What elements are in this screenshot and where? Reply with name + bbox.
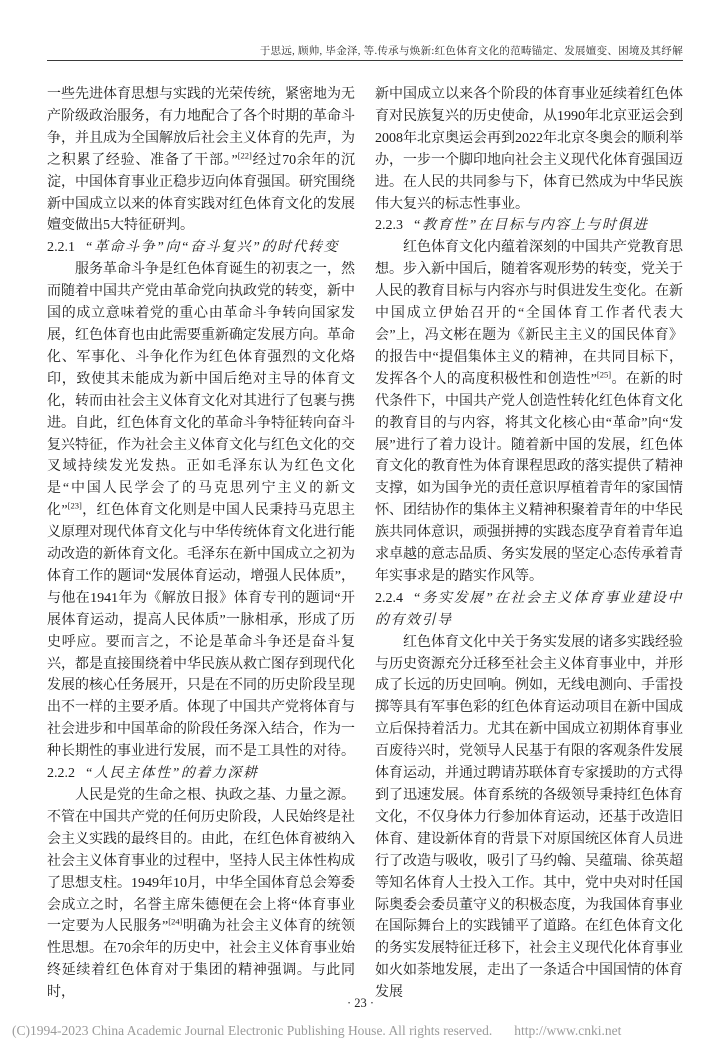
section-number: 2.2.3 (375, 218, 403, 234)
right-column (375, 84, 683, 1004)
reference-superscript: [24] (168, 916, 183, 927)
reference-superscript: [22] (237, 150, 252, 161)
reference-superscript: [23] (67, 500, 82, 511)
section-heading (47, 237, 355, 259)
section-number: 2.2.2 (47, 766, 75, 782)
section-number: 2.2.1 (47, 240, 75, 256)
section-number: 2.2.4 (375, 590, 403, 606)
section-title: “务实发展”在社会主义体育事业建设中的有效引导 (375, 590, 683, 628)
copyright-line (12, 1023, 712, 1039)
section-title: “人民主体性”的着力深耕 (84, 766, 259, 782)
left-column (47, 84, 355, 1004)
section-heading (375, 588, 683, 632)
cnki-url: http://www.cnki.net (514, 1023, 622, 1038)
body-paragraph: 新中国成立以来各个阶段的体育事业延续着红色体育对民族复兴的历史使命，从1990年北京亚运会到2008年北京奥运会再到2022年北京冬奥会的顺利举办，一步一个脚印地向社会主义现代化体育强国迈进。在人民的共同参与下，体育已然成为中华民族伟大复兴的标志性事业。 (375, 87, 683, 212)
two-column-body (47, 84, 683, 1004)
reference-superscript: [25] (596, 369, 612, 380)
copyright-text: (C)1994-2023 China Academic Journal Electronic Publishing House. All rights reserved. (12, 1023, 493, 1038)
body-paragraph: 服务革命斗争是红色体育诞生的初衷之一，然而随着中国共产党由革命党向执政党的转变，新中国的成立意味着党的重心由革命斗争转向国家发展，红色体育也由此需要重新确定发展方向。革命化、军事化、斗争化作为红色体育强烈的文化烙印，致使其未能成为新中国后绝对主导的体育文化，转而由社会主义体育文化对其进行了包裹与携进。自此，红色体育文化的革命斗争特征转向奋斗复兴特征，作为社会主义体育文化与红色文化的交叉域持续发光发热。正如毛泽东认为红色文化是“中国人民学会了的马克思列宁主义的新文化”[23]，红色体育文化则是中国人民秉持马克思主义原理对现代体育文化与中华传统体育文化进行能动改造的新体育文化。毛泽东在新中国成立之初为体育工作的题词“发展体育运动，增强人民体质”，与他在1941年为《解放日报》体育专刊的题词“开展体育运动，提高人民体质”一脉相承，形成了历史呼应。要而言之，不论是革命斗争还是奋斗复兴，都是直接围绕着中华民族从救亡图存到现代化发展的核心任务展开，只是在不同的历史阶段呈现出不一样的主要矛盾。体现了中国共产党将体育与社会进步和中国革命的阶段任务深入结合，作为一种长期性的事业进行发展，而不是工具性的对待。 (47, 262, 356, 760)
body-paragraph: 人民是党的生命之根、执政之基、力量之源。不管在中国共产党的任何历史阶段，人民始终是社会主义实践的最终目的。由此，在红色体育被纳入社会主义体育事业的过程中，坚持人民主体性构成了思想支柱。1949年10月，中华全国体育总会筹委会成立之时，名誉主席朱德便在会上将“体育事业一定要为人民服务”[24]明确为社会主义体育的统领性思想。在70余年的历史中，社会主义体育事业始终延续着红色体育对于集团的精神强调。与此同时， (47, 788, 356, 1001)
section-title: “教育性”在目标与内容上与时俱进 (412, 218, 649, 234)
running-header: 于思远, 顾帅, 毕金泽, 等.传承与焕新:红色体育文化的范畴锚定、发展嬗变、困境及其纾解 (259, 46, 683, 57)
section-heading (47, 763, 355, 785)
header-rule (47, 60, 683, 61)
section-title: “革命斗争”向“奋斗复兴”的时代转变 (84, 240, 339, 256)
body-paragraph: 红色体育文化中关于务实发展的诸多实践经验与历史资源充分迁移至社会主义体育事业中，并形成了长远的历史回响。例如，无线电测向、手雷投掷等具有军事色彩的红色体育运动项目在新中国成立后保持着活力。尤其在新中国成立初期体育事业百废待兴时，党领导人民基于有限的客观条件发展体育运动，并通过聘请苏联体育专家援助的方式得到了迅速发展。体育系统的各级领导秉持红色体育文化，不仅身体力行参加体育运动，还基于改造旧体育、建设新体育的背景下对原国统区体育人员进行了改造与吸收，吸引了马约翰、吴蕴瑞、徐英超等知名体育人士投入工作。其中，党中央对时任国际奥委会委员董守义的积极态度，为我国体育事业在国际舞台上的实践铺平了道路。在红色体育文化的务实发展特征迁移下，社会主义现代化体育事业如火如荼地发展，走出了一条适合中国国情的体育发展 (375, 634, 683, 1001)
page-number: · 23 · (346, 996, 375, 1010)
section-heading (375, 215, 683, 237)
body-paragraph: 一些先进体育思想与实践的光荣传统，紧密地为无产阶级政治服务，有力地配合了各个时期的革命斗争，并且成为全国解放后社会主义体育的先声，为之积累了经验、准备了干部。”[22]经过70余年的沉淀，中国体育事业正稳步迈向体育强国。研究围绕新中国成立以来的体育实践对红色体育文化的发展嬗变做出5大特征研判。 (47, 87, 356, 234)
body-paragraph: 红色体育文化内蕴着深刻的中国共产党教育思想。步入新中国后，随着客观形势的转变，党关于人民的教育目标与内容亦与时俱进发生变化。在新中国成立伊始召开的“全国体育工作者代表大会”上，冯文彬在题为《新民主主义的国民体育》的报告中“提倡集体主义的精神，在共同目标下，发挥各个人的高度积极性和创造性”[25]。在新的时代条件下，中国共产党人创造性转化红色体育文化的教育目的与内容，将其文化核心由“革命”向“发展”进行了着力设计。随着新中国的发展，红色体育文化的教育性为体育课程思政的落实提供了精神支撑，如为国争光的责任意识厚植着青年的家国情怀、团结协作的集体主义精神积聚着青年的中华民族共同体意识，顽强拼搏的实践态度孕育着青年追求卓越的意志品质、务实发展的坚定心态传承着青年实事求是的踏实作风等。 (375, 240, 683, 584)
